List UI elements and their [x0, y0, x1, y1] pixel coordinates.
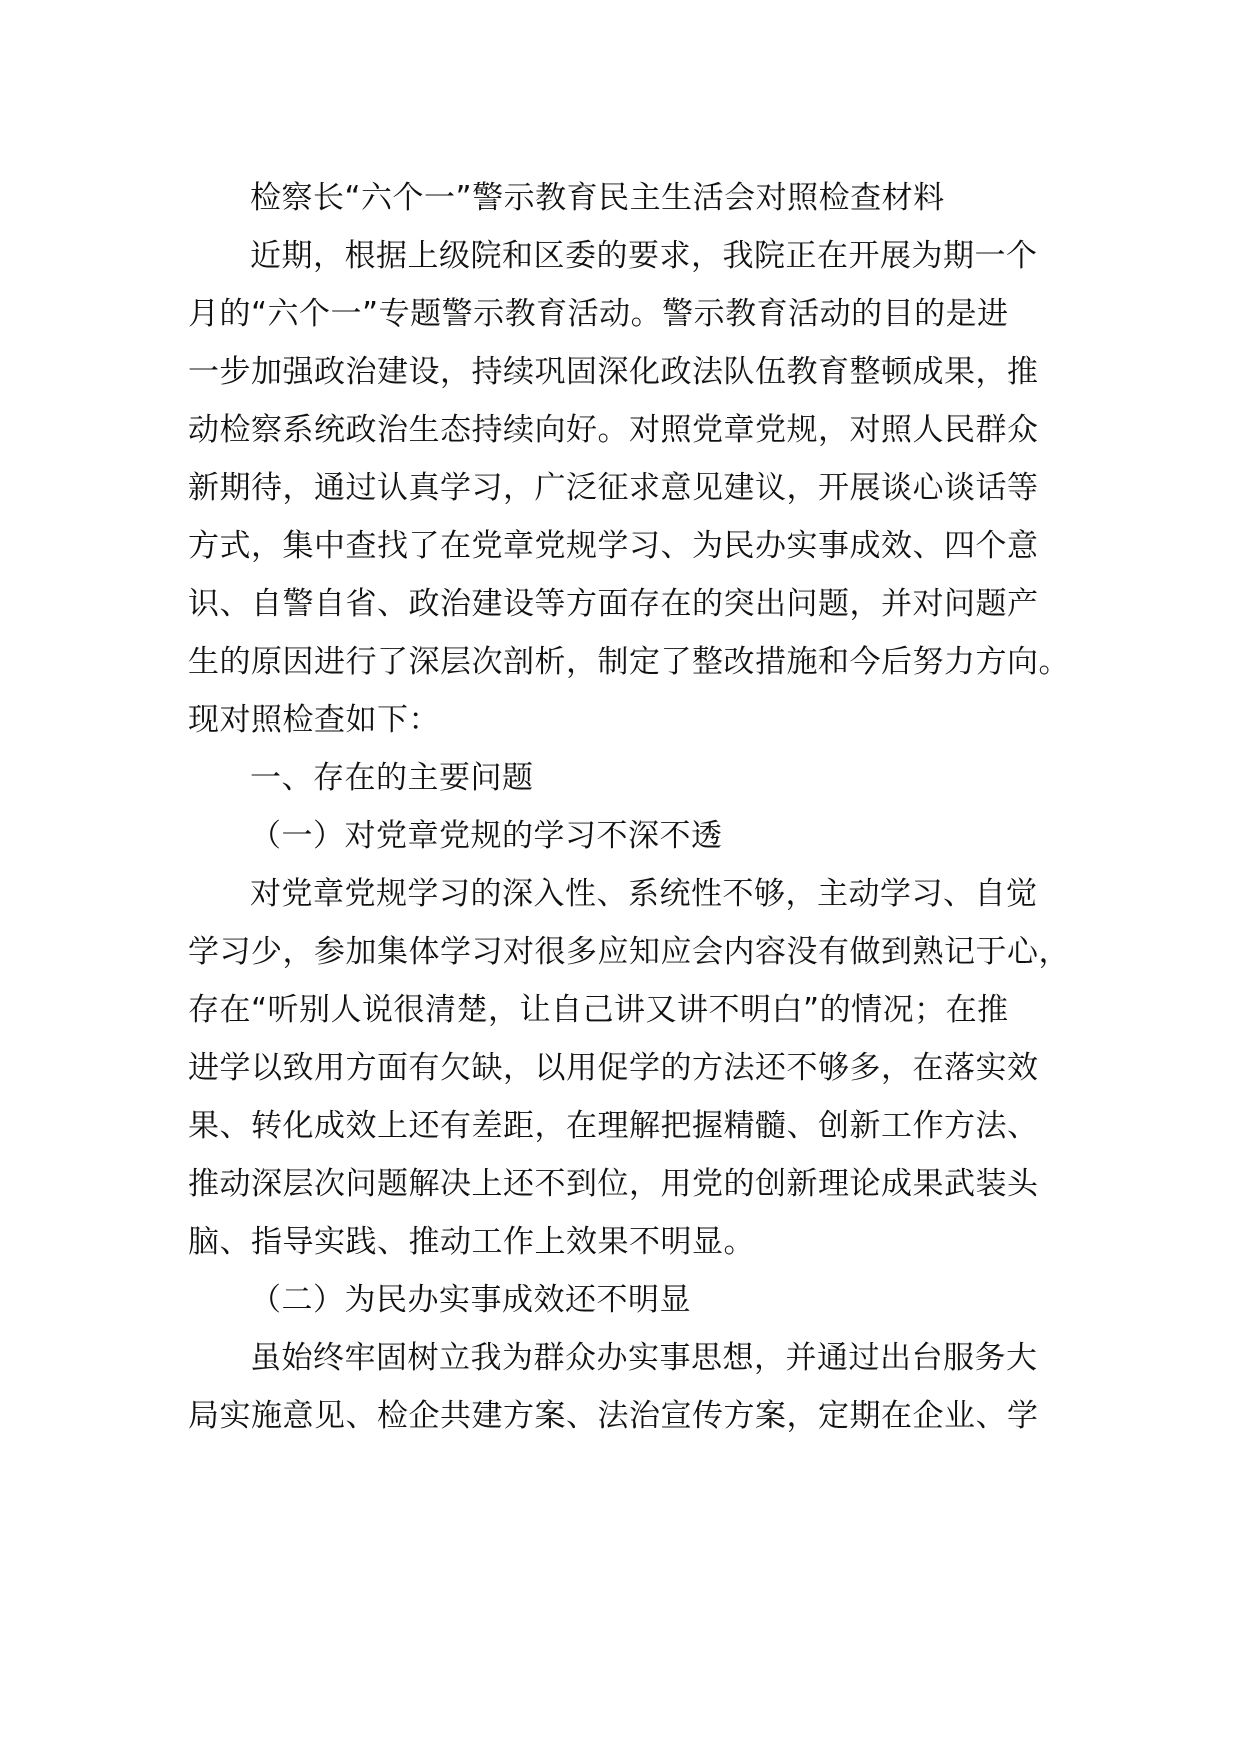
paragraph-line: 近期，根据上级院和区委的要求，我院正在开展为期一个	[250, 238, 1038, 274]
paragraph-line: 识、自警自省、政治建设等方面存在的突出问题，并对问题产	[188, 586, 1039, 622]
paragraph-line: 月的“六个一”专题警示教育活动。警示教育活动的目的是进	[188, 296, 1009, 332]
paragraph-line: 脑、指导实践、推动工作上效果不明显。	[188, 1224, 755, 1260]
paragraph-line: 存在“听别人说很清楚，让自己讲又讲不明白”的情况；在推	[188, 992, 1009, 1028]
subsection-heading: （一）对党章党规的学习不深不透	[250, 818, 723, 854]
subsection-heading: （二）为民办实事成效还不明显	[250, 1282, 691, 1318]
paragraph-line: 果、转化成效上还有差距，在理解把握精髓、创新工作方法、	[188, 1108, 1039, 1144]
paragraph-line: 新期待，通过认真学习，广泛征求意见建议，开展谈心谈话等	[188, 470, 1039, 506]
paragraph-line: 动检察系统政治生态持续向好。对照党章党规，对照人民群众	[188, 412, 1039, 448]
paragraph-line: 进学以致用方面有欠缺，以用促学的方法还不够多，在落实效	[188, 1050, 1039, 1086]
paragraph-line: 生的原因进行了深层次剖析，制定了整改措施和今后努力方向。	[188, 644, 1070, 680]
section-heading: 一、存在的主要问题	[250, 760, 534, 796]
paragraph-line: 学习少，参加集体学习对很多应知应会内容没有做到熟记于心，	[188, 934, 1070, 970]
paragraph-line: 虽始终牢固树立我为群众办实事思想，并通过出台服务大	[250, 1340, 1038, 1376]
paragraph-line: 一步加强政治建设，持续巩固深化政法队伍教育整顿成果，推	[188, 354, 1039, 390]
document-title: 检察长“六个一”警示教育民主生活会对照检查材料	[250, 180, 945, 216]
paragraph-line: 现对照检查如下：	[188, 702, 440, 738]
paragraph-line: 推动深层次问题解决上还不到位，用党的创新理论成果武装头	[188, 1166, 1039, 1202]
paragraph-line: 对党章党规学习的深入性、系统性不够，主动学习、自觉	[250, 876, 1038, 912]
paragraph-line: 局实施意见、检企共建方案、法治宣传方案，定期在企业、学	[188, 1398, 1039, 1434]
paragraph-line: 方式，集中查找了在党章党规学习、为民办实事成效、四个意	[188, 528, 1039, 564]
